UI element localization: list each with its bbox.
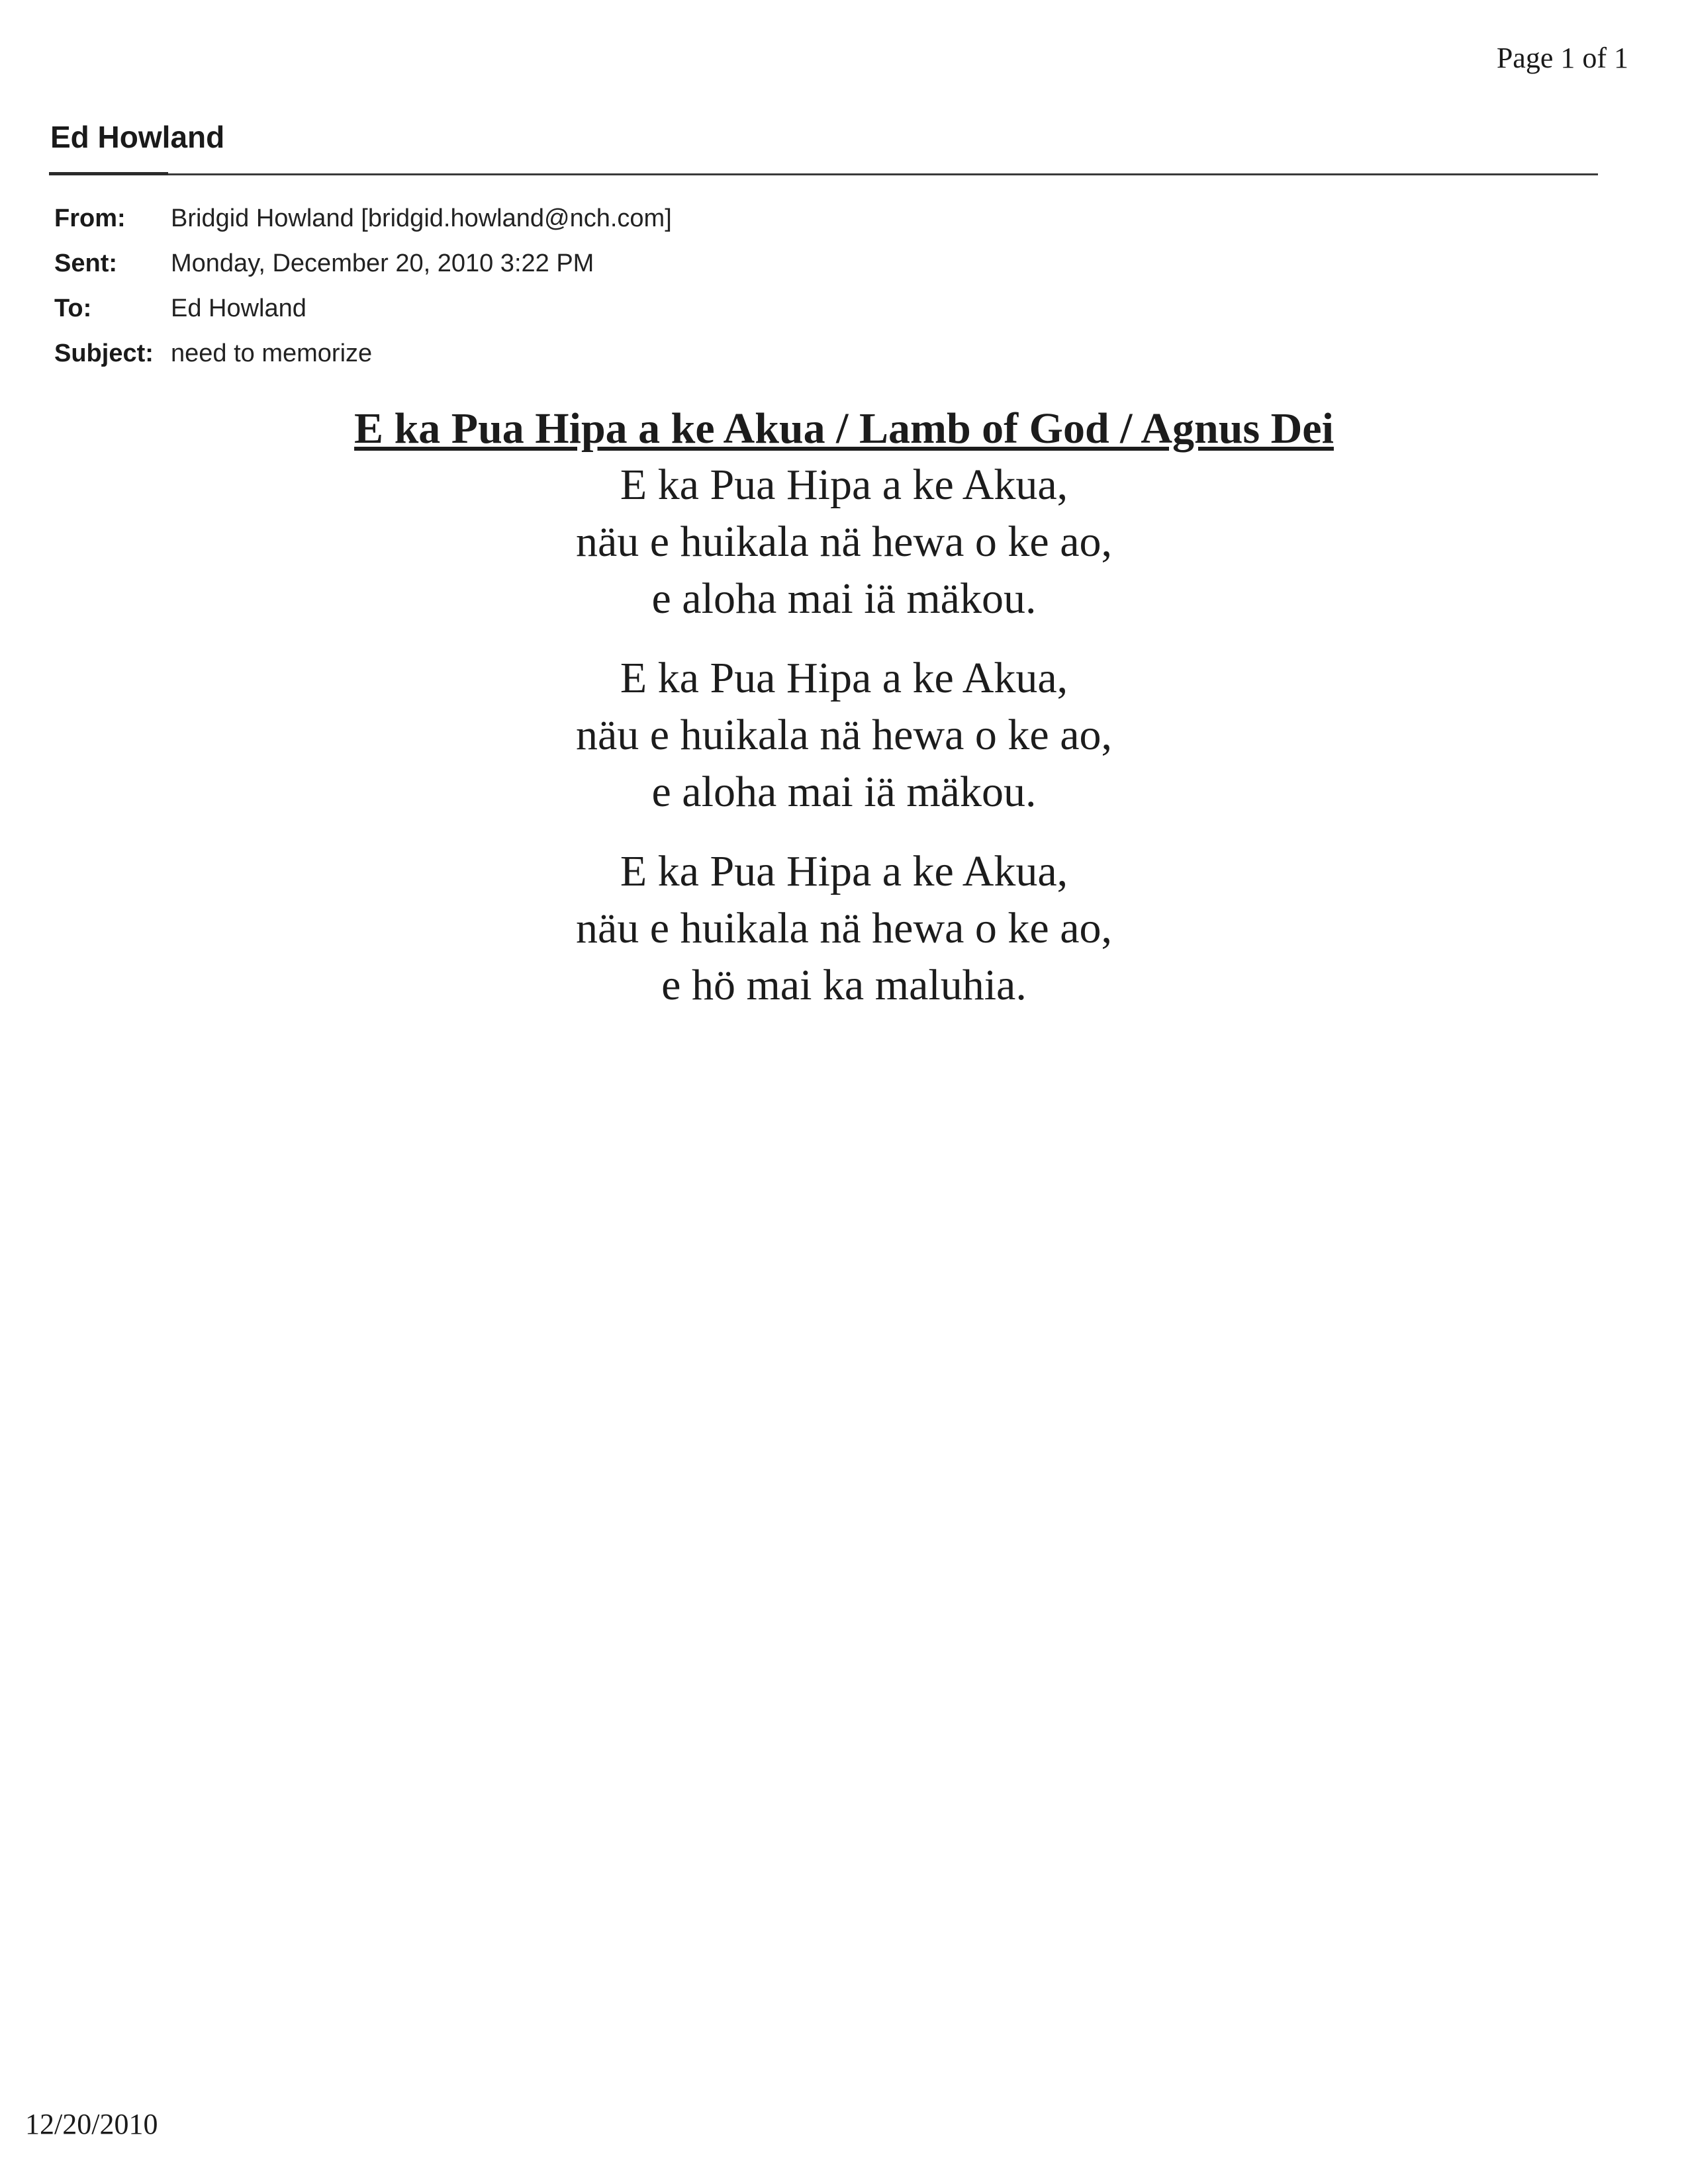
from-row: [54, 196, 672, 241]
stanza-2: [0, 650, 1688, 821]
mailbox-owner-name: Ed Howland: [50, 120, 225, 154]
song-title: E ka Pua Hipa a ke Akua / Lamb of God / Agnus Dei: [354, 404, 1334, 453]
stanza-line: e aloha mai iä mäkou.: [651, 768, 1037, 816]
from-value: Bridgid Howland [bridgid.howland@nch.com]: [171, 204, 672, 232]
stanza-line: e aloha mai iä mäkou.: [651, 574, 1037, 623]
sent-value: Monday, December 20, 2010 3:22 PM: [171, 249, 594, 277]
to-label: To:: [54, 294, 92, 322]
sent-row: [54, 241, 672, 286]
stanza-1: [0, 457, 1688, 627]
subject-row: [54, 331, 672, 376]
header-divider-accent: [49, 172, 168, 175]
print-date: 12/20/2010: [25, 2108, 158, 2140]
stanza-line: näu e huikala nä hewa o ke ao,: [576, 711, 1112, 759]
stanza-line: E ka Pua Hipa a ke Akua,: [620, 461, 1068, 509]
stanza-line: e hö mai ka maluhia.: [661, 961, 1027, 1009]
stanza-3: [0, 843, 1688, 1014]
sent-label: Sent:: [54, 249, 117, 277]
header-divider: [49, 173, 1598, 175]
page-number: Page 1 of 1: [1496, 42, 1628, 74]
to-value: Ed Howland: [171, 294, 306, 322]
email-headers: [54, 196, 672, 376]
from-label: From:: [54, 204, 126, 232]
subject-label: Subject:: [54, 339, 154, 367]
song-text: [0, 401, 1688, 1036]
to-row: [54, 286, 672, 331]
stanza-line: näu e huikala nä hewa o ke ao,: [576, 904, 1112, 952]
stanza-line: E ka Pua Hipa a ke Akua,: [620, 847, 1068, 895]
stanza-line: näu e huikala nä hewa o ke ao,: [576, 518, 1112, 566]
stanza-line: E ka Pua Hipa a ke Akua,: [620, 654, 1068, 702]
subject-value: need to memorize: [171, 339, 373, 367]
